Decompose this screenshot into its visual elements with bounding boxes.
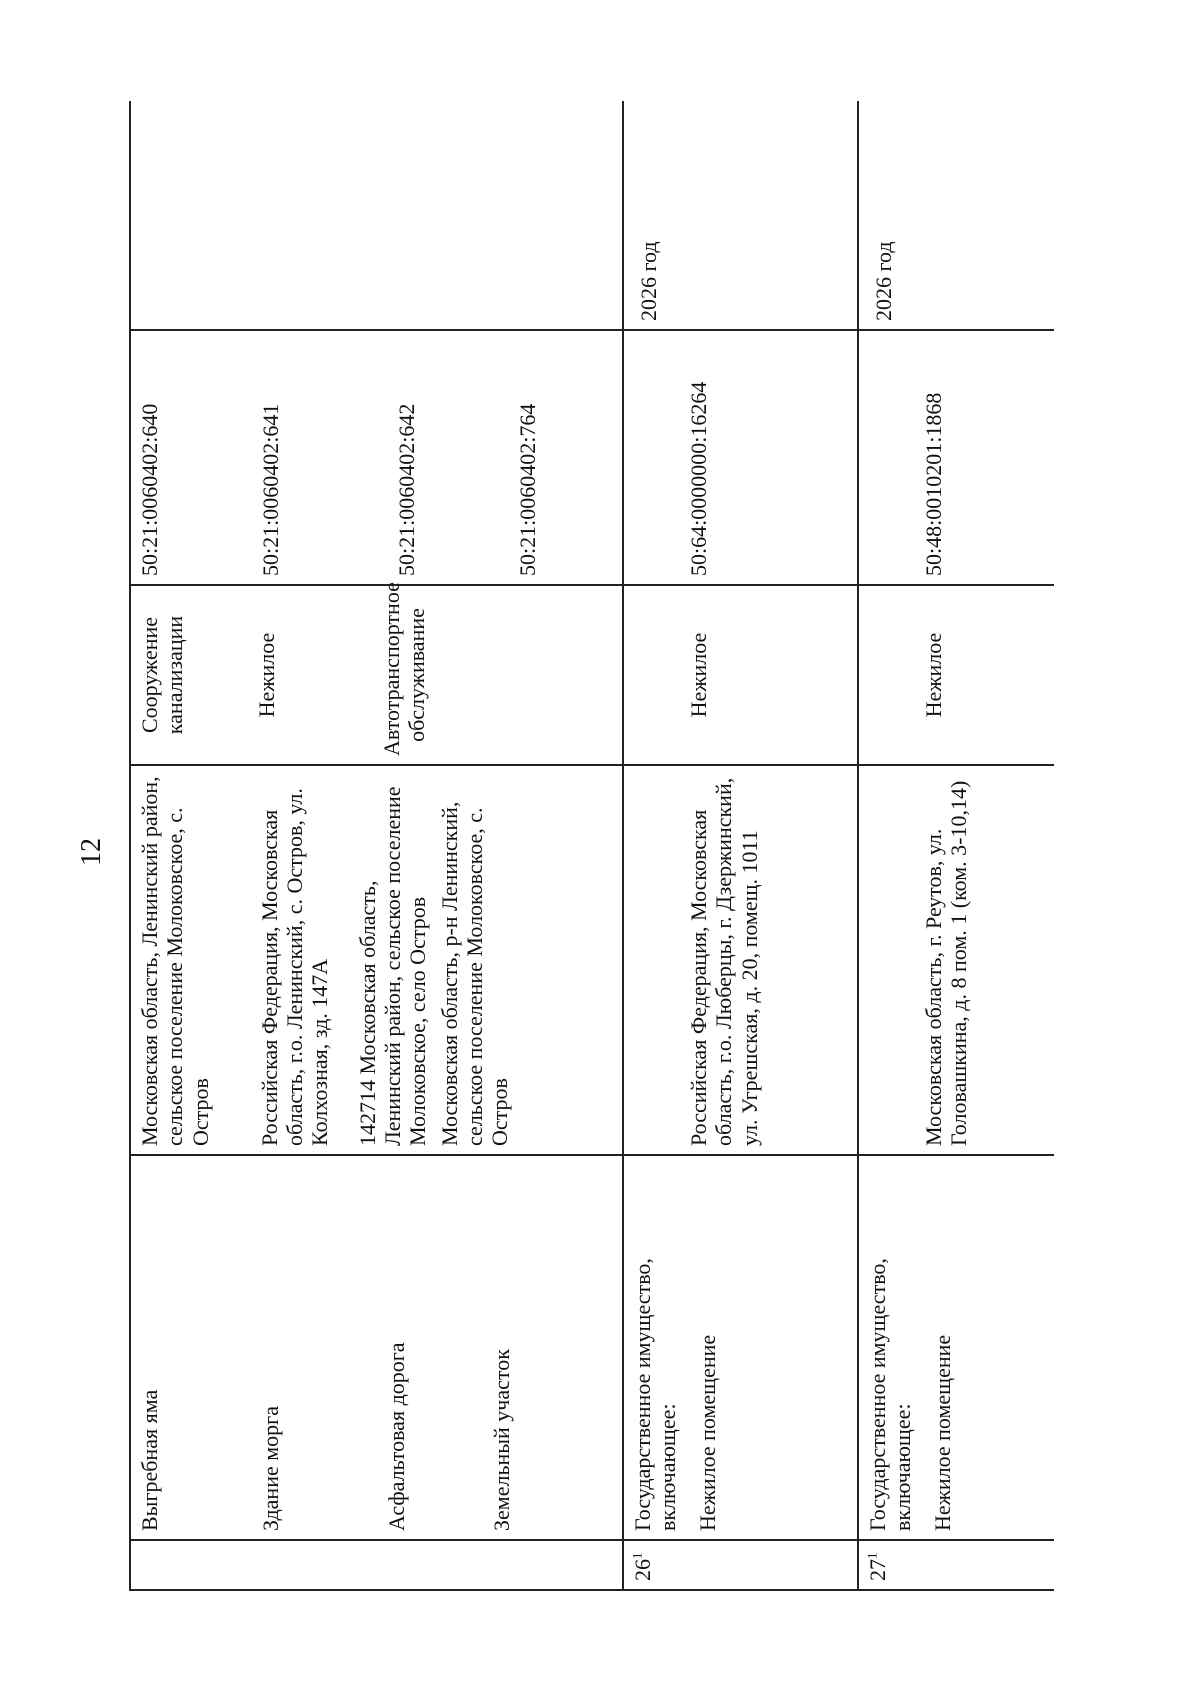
completion-year: 2026 год bbox=[636, 241, 661, 321]
purpose-cell bbox=[623, 585, 858, 765]
item-purpose: Нежилое bbox=[921, 632, 946, 718]
item-purpose: Нежилое bbox=[686, 632, 711, 718]
group-label: Государственное имущество, включающее: bbox=[630, 1258, 681, 1531]
table-row bbox=[623, 101, 858, 1590]
name-cell bbox=[130, 1155, 623, 1540]
item-address: 142714 Московская область, Ленинский район, сельское поселение Молоковское, село Остров bbox=[354, 786, 431, 1146]
group-label: Государственное имущество, включающее: bbox=[865, 1258, 916, 1531]
item-name: Выгребная яма bbox=[137, 1389, 162, 1531]
table-wrapper bbox=[129, 101, 1054, 1591]
item-address: Московская область, г. Реутов, ул. Головашкина, д. 8 пом. 1 (ком. 3-10,14) bbox=[921, 780, 972, 1146]
item-cadastral: 50:21:0060402:640 bbox=[137, 403, 162, 576]
address-cell bbox=[623, 765, 858, 1155]
page-number: 12 bbox=[76, 838, 107, 866]
item-name: Здание морга bbox=[258, 1406, 284, 1531]
row-number-cell: $27^1$ bbox=[858, 1540, 1054, 1590]
cadastral-cell bbox=[130, 330, 623, 585]
property-table bbox=[129, 101, 1054, 1591]
item-address: Московская область, Ленинский район, сельское поселение Молоковское, с. Остров bbox=[137, 776, 213, 1146]
purpose-cell bbox=[858, 585, 1054, 765]
item-purpose: Автотранспортное обслуживание bbox=[378, 582, 430, 756]
item-address: Российская Федерация, Московская область, г.о. Люберцы, г. Дзержинский, ул. Угрешская, д. 20, помещ. 1011 bbox=[686, 777, 762, 1146]
cadastral-cell bbox=[623, 330, 858, 585]
item-address: Московская область, р-н Ленинский, сельское поселение Молоковское, с. Остров bbox=[436, 801, 513, 1146]
address-cell bbox=[858, 765, 1054, 1155]
name-cell bbox=[858, 1155, 1054, 1540]
item-cadastral: 50:64:0000000:16264 bbox=[686, 381, 711, 576]
item-name: Нежилое помещение bbox=[694, 1334, 720, 1531]
item-cadastral: 50:21:0060402:641 bbox=[258, 403, 284, 576]
completion-year: 2026 год bbox=[871, 241, 896, 321]
name-cell bbox=[623, 1155, 858, 1540]
year-cell bbox=[858, 101, 1054, 330]
item-cadastral: 50:21:0060402:642 bbox=[393, 403, 419, 576]
item-name: Земельный участок bbox=[488, 1349, 514, 1531]
purpose-cell bbox=[130, 582, 623, 765]
table-row bbox=[130, 101, 623, 1590]
table-row bbox=[858, 101, 1054, 1590]
year-cell bbox=[623, 101, 858, 330]
item-name: Нежилое помещение bbox=[929, 1334, 955, 1531]
item-purpose: Нежилое bbox=[253, 632, 279, 718]
row-number-cell bbox=[130, 1540, 623, 1590]
item-cadastral: 50:48:0010201:1868 bbox=[921, 392, 946, 576]
item-address: Российская Федерация, Московская область, г.о. Ленинский, с. Остров, ул. Колхозная, зд. 147А bbox=[256, 788, 333, 1146]
item-purpose: Сооружение канализации bbox=[137, 615, 188, 735]
cadastral-cell bbox=[858, 330, 1054, 585]
address-cell bbox=[130, 765, 623, 1155]
item-name: Асфальтовая дорога bbox=[383, 1342, 409, 1531]
item-cadastral: 50:21:0060402:764 bbox=[514, 403, 540, 576]
year-cell bbox=[130, 101, 623, 330]
row-number-cell: $26^1$ bbox=[623, 1540, 858, 1590]
